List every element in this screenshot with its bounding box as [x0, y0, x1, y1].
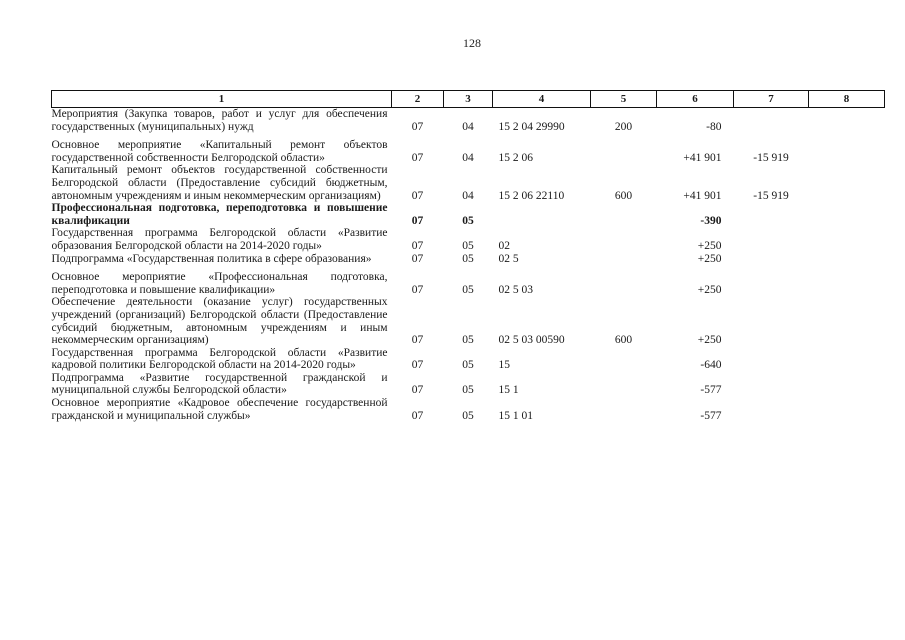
row-amount-col7 [734, 265, 809, 296]
budget-table [51, 90, 885, 422]
row-amount-col7 [734, 296, 809, 346]
row-section: 07 [411, 239, 424, 252]
row-subsection: 05 [462, 384, 474, 397]
column-header-6: 6 [657, 91, 734, 108]
row-target-code: 02 5 03 [498, 283, 533, 296]
row-expense-type [591, 227, 657, 252]
row-amount-col7: -15 919 [753, 151, 789, 164]
row-subsection: 04 [462, 120, 474, 133]
row-description: Основное мероприятие «Кадровое обеспечение государственной гражданской и муниципальной службы» [51, 397, 388, 422]
row-section: 07 [411, 359, 424, 372]
row-subsection: 05 [462, 239, 474, 252]
row-subsection: 05 [462, 334, 474, 347]
row-description: Подпрограмма «Государственная политика в сфере образования» [51, 252, 372, 265]
row-subsection: 04 [462, 151, 474, 164]
row-amount-col7 [734, 227, 809, 252]
row-amount-col8 [809, 265, 885, 296]
row-amount-col7 [734, 372, 809, 397]
row-amount-col7 [734, 347, 809, 372]
table-row [52, 227, 885, 252]
row-expense-type [591, 372, 657, 397]
row-section: 07 [411, 252, 424, 265]
table-header-row [52, 91, 885, 108]
row-subsection: 04 [462, 189, 474, 202]
row-expense-type [591, 347, 657, 372]
column-header-1: 1 [52, 91, 392, 108]
row-amount-col8 [809, 253, 885, 266]
row-amount-col7 [734, 397, 809, 422]
row-target-code: 15 [498, 359, 510, 372]
table-row [52, 108, 885, 134]
table-body [52, 108, 885, 423]
row-description: Основное мероприятие «Капитальный ремонт объектов государственной собственности Белгородской области» [51, 139, 388, 164]
row-target-code [493, 202, 591, 227]
row-amount-col6: +250 [697, 283, 722, 296]
row-target-code: 15 1 [498, 384, 519, 397]
row-amount-col8 [809, 372, 885, 397]
row-target-code: 15 1 01 [498, 409, 533, 422]
row-subsection: 05 [462, 283, 474, 296]
row-amount-col6: +41 901 [683, 151, 722, 164]
row-subsection: 05 [462, 252, 474, 265]
table-row [52, 347, 885, 372]
row-subsection: 05 [462, 359, 474, 372]
row-expense-type [591, 202, 657, 227]
row-amount-col8 [809, 296, 885, 346]
row-amount-col6: -640 [700, 359, 722, 372]
row-description: Государственная программа Белгородской области «Развитие образования Белгородской области на 2014-2020 годы» [51, 227, 388, 252]
row-description: Профессиональная подготовка, переподготовка и повышение квалификации [51, 202, 388, 227]
row-section: 07 [411, 334, 424, 347]
table-row [52, 265, 885, 296]
row-target-code: 15 2 04 29990 [498, 120, 565, 133]
row-amount-col8 [809, 397, 885, 422]
row-expense-type [591, 265, 657, 296]
row-amount-col8 [809, 202, 885, 227]
column-header-5: 5 [591, 91, 657, 108]
row-target-code: 15 2 06 22110 [498, 189, 565, 202]
row-description: Подпрограмма «Развитие государственной гражданской и муниципальной службы Белгородской области» [51, 371, 388, 397]
page-number: 128 [463, 36, 481, 50]
row-expense-type: 200 [614, 120, 633, 133]
row-amount-col8 [809, 133, 885, 164]
column-header-2: 2 [392, 91, 444, 108]
row-subsection: 05 [462, 214, 474, 227]
row-amount-col6: -80 [706, 120, 722, 133]
column-header-8: 8 [809, 91, 885, 108]
row-expense-type [591, 253, 657, 266]
column-header-3: 3 [444, 91, 493, 108]
row-expense-type: 600 [614, 189, 633, 202]
row-amount-col8 [809, 108, 885, 134]
row-amount-col8 [809, 347, 885, 372]
row-amount-col6: -577 [700, 384, 722, 397]
row-description: Мероприятия (Закупка товаров, работ и услуг для обеспечения государственных (муниципальных) нужд [51, 108, 388, 133]
row-amount-col6: +250 [697, 334, 722, 347]
row-target-code: 02 5 03 00590 [498, 334, 565, 347]
row-section: 07 [411, 189, 424, 202]
row-description: Обеспечение деятельности (оказание услуг) государственных учреждений (организаций) Белгородской области (Предоставление субсидий бюджетным, автономным учреждениям и иным некоммерческим организациям) [51, 296, 388, 347]
row-target-code: 02 [498, 239, 510, 252]
table-row [52, 397, 885, 422]
row-section: 07 [411, 283, 424, 296]
table-row [52, 133, 885, 164]
row-description: Государственная программа Белгородской области «Развитие кадровой политики Белгородской области на 2014-2020 годы» [51, 346, 388, 372]
row-expense-type [591, 397, 657, 422]
row-section: 07 [411, 120, 424, 133]
row-amount-col6: +250 [697, 252, 722, 265]
row-expense-type [591, 133, 657, 164]
column-header-7: 7 [734, 91, 809, 108]
table-row [52, 164, 885, 202]
table-row [52, 202, 885, 227]
row-amount-col6: +41 901 [683, 189, 722, 202]
row-target-code: 02 5 [498, 252, 519, 265]
row-amount-col6: +250 [697, 239, 722, 252]
row-amount-col7: -15 919 [753, 189, 789, 202]
row-section: 07 [411, 214, 424, 227]
table-row [52, 253, 885, 266]
row-section: 07 [411, 409, 424, 422]
row-amount-col7 [734, 253, 809, 266]
row-target-code: 15 2 06 [498, 151, 533, 164]
row-subsection: 05 [462, 409, 474, 422]
row-section: 07 [411, 151, 424, 164]
row-description: Основное мероприятие «Профессиональная подготовка, переподготовка и повышение квалификации» [51, 271, 388, 296]
row-expense-type: 600 [614, 334, 633, 347]
table-row [52, 296, 885, 346]
row-amount-col8 [809, 227, 885, 252]
row-amount-col8 [809, 164, 885, 202]
row-amount-col7 [734, 108, 809, 134]
row-amount-col6: -390 [700, 214, 722, 227]
row-amount-col6: -577 [700, 409, 722, 422]
column-header-4: 4 [493, 91, 591, 108]
row-amount-col7 [734, 202, 809, 227]
table-row [52, 372, 885, 397]
row-section: 07 [411, 384, 424, 397]
row-description: Капитальный ремонт объектов государственной собственности Белгородской области (Предоставление субсидий бюджетным, автономным учреждениям и иным некоммерческим организациям) [51, 164, 388, 202]
